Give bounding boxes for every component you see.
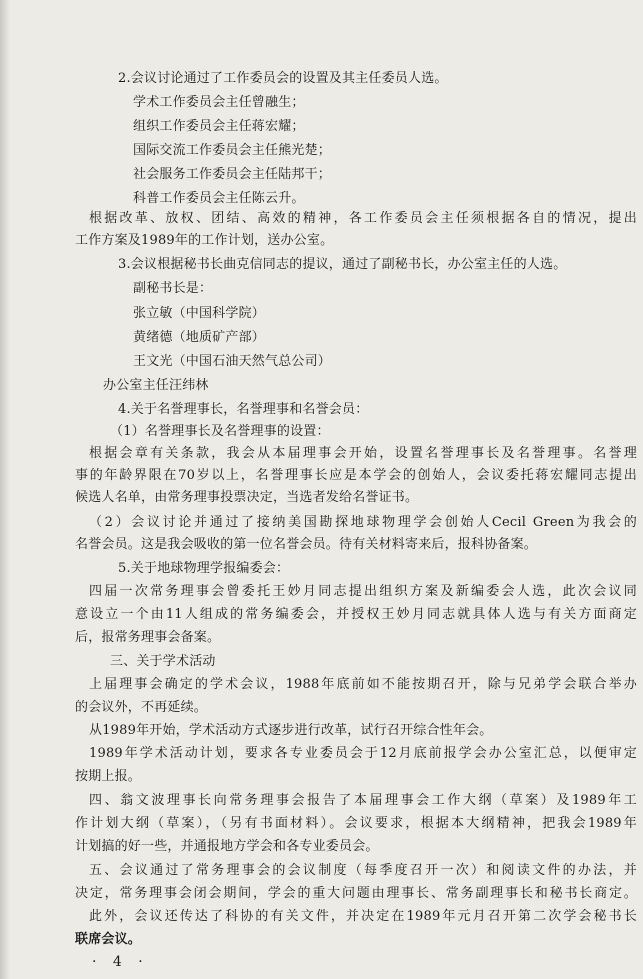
committee-line: 学术工作委员会主任曾融生； [133, 95, 305, 110]
paragraph-line: 名誉会员。这是我会吸收的第一位名誉会员。待有关材料寄来后，报科协备案。 [75, 537, 538, 552]
paragraph-line: 候选人名单，由常务理事投票决定，当选者发给名誉证书。 [75, 490, 419, 505]
paragraph-line: 四届一次常务理事会曾委托王妙月同志提出组织方案及新编委会人选，此次会议同 [89, 584, 637, 599]
item-2-heading: 2.会议讨论通过了工作委员会的设置及其主任委员人选。 [118, 71, 448, 86]
scan-edge-shadow [0, 0, 10, 979]
committee-line: 社会服务工作委员会主任陆邦干； [133, 167, 332, 182]
committee-line: 国际交流工作委员会主任熊光楚； [133, 143, 332, 158]
item-5-heading: 5.关于地球物理学报编委会： [118, 561, 290, 576]
paragraph-line: 作计划大纲（草案），（另有书面材料）。会议要求，根据本大纲精神，把我会1989年 [75, 816, 637, 831]
paragraph-line: 意设立一个由11人组成的常务编委会，并授权王妙月同志就具体人选与有关方面商定 [75, 607, 637, 622]
secretary-name: 黄绪德（地质矿产部） [133, 330, 266, 345]
page-number: · 4 · [92, 954, 149, 970]
secretary-name: 王文光（中国石油天然气总公司） [133, 354, 332, 369]
item-3-heading: 3.会议根据秘书长曲克信同志的提议，通过了副秘书长，办公室主任的人选。 [118, 257, 567, 272]
paragraph-line: 1989年学术活动计划，要求各专业委员会于12月底前报学会办公室汇总，以便审定 [89, 746, 637, 761]
section-5-line: 五、会议通过了常务理事会的会议制度（每季度召开一次）和阅读文件的办法，并 [89, 863, 637, 878]
paragraph-line: 的会议外，不再延续。 [75, 700, 208, 715]
section-3-heading: 三、关于学术活动 [110, 654, 216, 669]
paragraph-line: 此外，会议还传达了科协的有关文件，并决定在1989年元月召开第二次学会秘书长 [89, 909, 637, 924]
office-director: 办公室主任汪纬林 [103, 378, 209, 393]
paragraph-line: 按期上报。 [75, 769, 142, 784]
secretary-label: 副秘书长是： [133, 281, 213, 296]
paragraph-line: 决定，常务理事会闭会期间，学会的重大问题由理事长、常务副理事长和秘书长商定。 [75, 886, 637, 901]
paragraph-line: 工作方案及1989年的工作计划，送办公室。 [75, 233, 334, 248]
section-4-line: 四、翁文波理事长向常务理事会报告了本届理事会工作大纲（草案）及1989年工 [89, 793, 637, 808]
paragraph-line: 事的年龄界限在70岁以上，名誉理事长应是本学会的创始人，会议委托蒋宏耀同志提出 [75, 468, 637, 483]
paragraph-line: 计划搞的好一些，并通报地方学会和各专业委员会。 [75, 839, 379, 854]
paragraph-line: 根据会章有关条款，我会从本届理事会开始，设置名誉理事长及名誉理事。名誉理 [89, 446, 637, 461]
committee-line: 科普工作委员会主任陈云升。 [133, 191, 305, 206]
subitem-2-line: （2）会议讨论并通过了接纳美国勘探地球物理学会创始人Cecil Green为我会的 [89, 515, 637, 530]
paragraph-line: 根据改革、放权、团结、高效的精神，各工作委员会主任须根据各自的情况，提出 [89, 211, 637, 226]
secretary-name: 张立敏（中国科学院） [133, 306, 266, 321]
paragraph-line: 后，报常务理事会备案。 [75, 630, 221, 645]
item-4-heading: 4.关于名誉理事长，名誉理事和名誉会员： [118, 402, 369, 417]
committee-line: 组织工作委员会主任蒋宏耀； [133, 119, 305, 134]
paragraph-line: 上届理事会确定的学术会议，1988年底前如不能按期召开，除与兄弟学会联合举办 [89, 677, 637, 692]
paragraph-line: 从1989年开始，学术活动方式逐步进行改革，试行召开综合性年会。 [89, 723, 493, 738]
subitem-1-heading: （1）名誉理事长及名誉理事的设置： [110, 424, 330, 439]
paragraph-line: 联席会议。 [75, 932, 142, 947]
